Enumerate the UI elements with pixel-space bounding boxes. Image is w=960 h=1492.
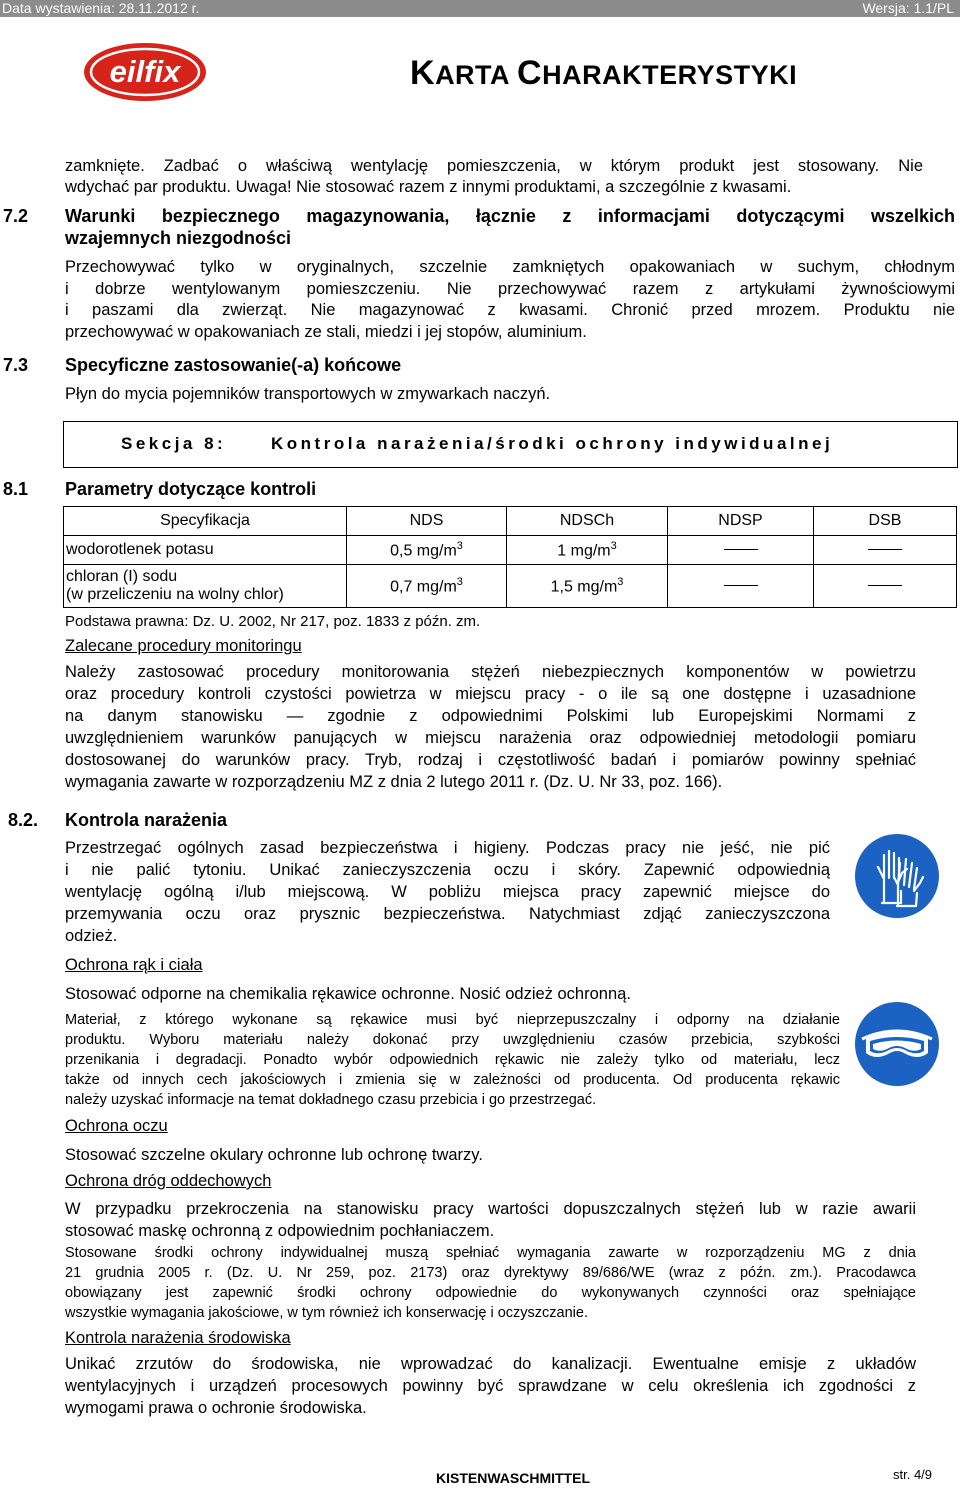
section-label: Sekcja 8: [121, 434, 227, 453]
subheading: Kontrola narażenia środowiska [65, 1329, 291, 1347]
paragraph-line: wymogami prawa o ochronie środowiska. [65, 1399, 367, 1417]
paragraph-line: Należy zastosować procedury monitorowania stężeń niebezpiecznych komponentów w powietrzu [65, 663, 916, 681]
small-text-line: produktu. Wyboru materiału należy dokonać przy uwzględnieniu czasów przebicia, szybkości [65, 1032, 840, 1048]
paragraph-line: stosować maskę ochronną z odpowiednim pochłaniaczem. [65, 1222, 495, 1240]
subheading: Ochrona dróg oddechowych [65, 1172, 272, 1190]
small-text-line: 21 grudnia 2005 r. (Dz. U. Nr 259, poz. 2173) oraz dyrektywy 89/686/WE (wraz z późn. zm.). Pracodawca [65, 1265, 916, 1281]
small-text-line: należy uzyskać informacje na temat dokładnego czasu przebicia i go przestrzegać. [65, 1092, 597, 1108]
dash [868, 549, 902, 550]
intro-line: zamknięte. Zadbać o właściwą wentylację pomieszczenia, w którym produkt jest stosowany. Nie [65, 157, 923, 175]
table-header-row [64, 507, 957, 536]
gloves-icon [854, 833, 940, 919]
product-name: KISTENWASCHMITTEL [436, 1470, 590, 1486]
legal-basis: Podstawa prawna: Dz. U. 2002, Nr 217, poz. 1833 z późn. zm. [65, 613, 481, 630]
paragraph-line: oraz procedury kontroli czystości powietrza w miejscu pracy - o ile są one dostępne i uzasadnione [65, 685, 916, 703]
paragraph-line: przechowywać w opakowaniach ze stali, miedzi i jej stopów, aluminium. [65, 323, 587, 341]
paragraph-line: i dobrze wentylowanym pomieszczeniu. Nie przechowywać razem z artykułami żywnościowymi [65, 280, 955, 298]
section-8-header [63, 421, 958, 468]
section-heading: Specyficzne zastosowanie(-a) końcowe [65, 355, 402, 375]
section-title: Kontrola narażenia/środki ochrony indywidualnej [271, 434, 834, 453]
paragraph-line: i paszami dla zwierząt. Nie magazynować z kwasami. Chronić przed mrozem. Produktu nie [65, 301, 955, 319]
paragraph-line: Stosować szczelne okulary ochronne lub ochronę twarzy. [65, 1146, 483, 1164]
small-text-line: obowiązany jest zapewnić środki ochrony odpowiednie do wykonywanych czynności oraz spełniające [65, 1285, 916, 1301]
small-text-line: także od innych cech jakościowych i zmienia się w zależności od producenta. Od producenta rękawic [65, 1072, 840, 1088]
section-number: 7.3 [3, 355, 29, 375]
paragraph-line: Unikać zrzutów do środowiska, nie wprowadzać do kanalizacji. Ewentualne emisje z układów [65, 1355, 916, 1373]
table-cell [668, 536, 814, 565]
paragraph-line: przemywania oczu oraz prysznic bezpieczeństwa. Natychmiast zdjąć zanieczyszczona [65, 905, 830, 923]
paragraph-line: Przechowywać tylko w oryginalnych, szczelnie zamkniętych opakowaniach w suchym, chłodnym [65, 258, 955, 276]
table-cell: wodorotlenek potasu [64, 536, 347, 565]
table-header: NDS [347, 507, 507, 536]
section-heading: Warunki bezpiecznego magazynowania, łącznie z informacjami dotyczącymi wszelkich [65, 206, 955, 226]
section-heading: Parametry dotyczące kontroli [65, 479, 317, 499]
dash [868, 585, 902, 586]
table-cell: 1,5 $mg/m^3$ [507, 565, 668, 608]
dash [724, 585, 758, 586]
section-heading: Kontrola narażenia [65, 810, 228, 830]
table-cell: 0,5 $mg/m^3$ [347, 536, 507, 565]
subheading: Ochrona rąk i ciała [65, 956, 203, 974]
paragraph-line: odzież. [65, 927, 118, 945]
section-heading: wzajemnych niezgodności [65, 228, 292, 248]
table-header: NDSP [668, 507, 814, 536]
dash [724, 549, 758, 550]
small-text-line: wszystkie wymagania jakościowe, w tym również ich konserwację i oczyszczanie. [65, 1305, 588, 1321]
document-title: KARTA CHARAKTERYSTYKI [410, 54, 798, 92]
small-text-line: przenikania i degradacji. Ponadto wybór odpowiednich rękawic nie zależy tylko od materiału, lecz [65, 1052, 840, 1068]
table-cell: 1 $mg/m^3$ [507, 536, 668, 565]
table-header: Specyfikacja [64, 507, 347, 536]
paragraph-line: Przestrzegać ogólnych zasad bezpieczeństwa i higieny. Podczas pracy nie jeść, nie pić [65, 839, 830, 857]
paragraph-line: W przypadku przekroczenia na stanowisku pracy wartości dopuszczalnych stężeń lub w razie awarii [65, 1200, 916, 1218]
table-cell [814, 565, 957, 608]
table-row [64, 565, 957, 608]
paragraph-line: wentylację ogólną i/lub miejscową. W pobliżu miejsca pracy zapewnić miejsce do [65, 883, 830, 901]
table-cell [668, 565, 814, 608]
paragraph-line: wymagania zawarte w rozporządzeniu MZ z dnia 2 lutego 2011 r. (Dz. U. Nr 33, poz. 166). [65, 773, 723, 791]
table-header: NDSCh [507, 507, 668, 536]
section-number: 8.1 [3, 479, 29, 499]
paragraph-line: uwzględnieniem warunków panujących w miejscu narażenia oraz odpowiedniej metodologii pomiaru [65, 729, 916, 747]
page-number: str. 4/9 [893, 1467, 933, 1482]
issue-date: Data wystawienia: 28.11.2012 r. [2, 0, 200, 16]
paragraph-line: na danym stanowisku — zgodnie z odpowiednimi Polskimi lub Europejskimi Normami z [65, 707, 916, 725]
goggles-icon [854, 1001, 940, 1087]
section-number: 7.2 [3, 206, 29, 226]
table-row [64, 536, 957, 565]
paragraph-line: wentylacyjnych i urządzeń procesowych powinny być sprawdzane w celu określenia ich zgodności z [65, 1377, 916, 1395]
subheading: Ochrona oczu [65, 1117, 168, 1135]
header-bar [0, 0, 960, 17]
paragraph-line: dostosowanej do warunków pracy. Tryb, rodzaj i częstotliwość badań i pomiarów powinny spełniać [65, 751, 916, 769]
paragraph-line: Płyn do mycia pojemników transportowych w zmywarkach naczyń. [65, 385, 551, 403]
paragraph-line: Stosować odporne na chemikalia rękawice ochronne. Nosić odzież ochronną. [65, 985, 631, 1003]
table-cell: chloran (I) sodu (w przeliczeniu na wolny chlor) [64, 565, 347, 608]
intro-line: wdychać par produktu. Uwaga! Nie stosować razem z innymi produktami, a szczególnie z kwasami. [65, 178, 792, 196]
paragraph-line: i nie palić tytoniu. Unikać zanieczyszczenia oczu i skóry. Zapewnić odpowiednią [65, 861, 830, 879]
subheading: Zalecane procedury monitoringu [65, 637, 302, 655]
table-cell [814, 536, 957, 565]
version: Wersja: 1.1/PL [862, 0, 954, 16]
table-header: DSB [814, 507, 957, 536]
small-text-line: Materiał, z którego wykonane są rękawice musi być nieprzepuszczalny i odporny na działanie [65, 1012, 840, 1028]
logo-text: eilfix [109, 54, 181, 89]
exposure-limits-table [63, 506, 957, 608]
table-cell: 0,7 $mg/m^3$ [347, 565, 507, 608]
section-number: 8.2. [8, 810, 39, 830]
eilfix-logo [83, 42, 208, 102]
small-text-line: Stosowane środki ochrony indywidualnej muszą spełniać wymagania zawarte w rozporządzeniu MG z dnia [65, 1245, 916, 1261]
